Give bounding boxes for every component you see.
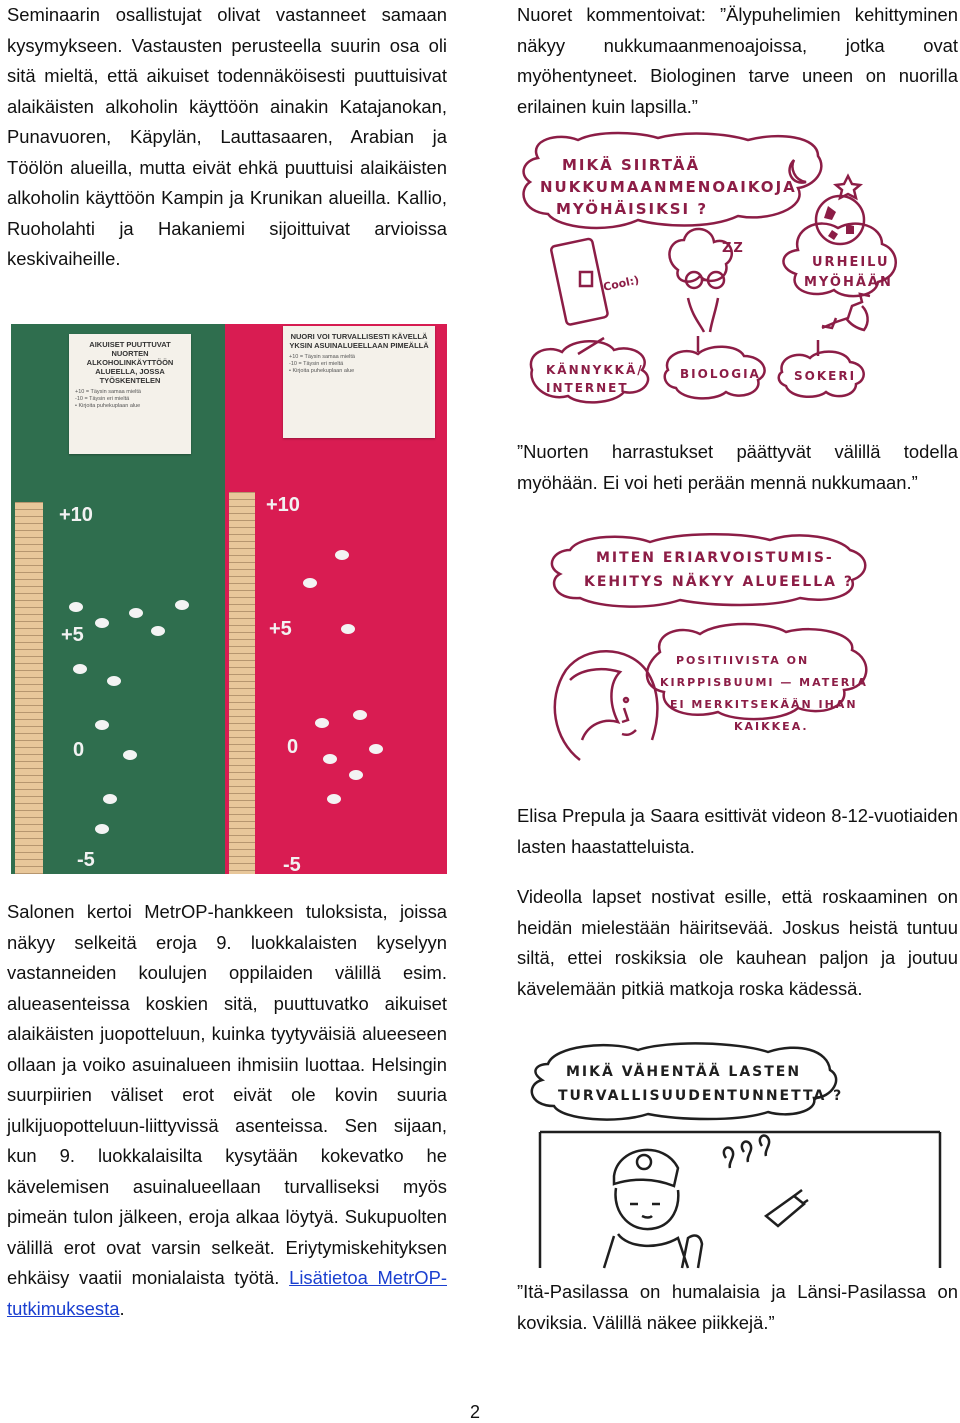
ruler-left xyxy=(15,502,43,874)
phone-text: Cool:) xyxy=(602,273,641,294)
safety-cartoon xyxy=(518,1040,958,1268)
poster-left-title: AIKUISET PUUTTUVAT NUORTEN ALKOHOLINKÄYTTÖÖN ALUEELLA, JOSSA TYÖSKENTELEN xyxy=(86,340,174,385)
mark-plus10-left: +10 xyxy=(59,504,93,526)
metrop-paragraph: Salonen kertoi MetrOP-hankkeen tuloksista, joissa näkyy selkeitä eroja 9. luokkalaisten kyselyyn vastanneiden koulujen oppilaiden välillä esim. alueasenteissa koskien sitä, puuttuvatko aikuiset alaikäisten juopotteluun, kuinka tyytyväisiä alueeseen ollaan ja voiko asuinalueen ihmisiin luottaa. Helsingin suurpiirien väliset erot eivät ole kovin suuria julkijuopotteluun-liittyvissä asenteissa. Sen sijaan, kun 9. luokkalaisilta kysytään kokevatko he kävelemisen asuinalueellaan turvalliseksi myös pimeän tulon jälkeen, eroja alkaa löytyä. Sukupuolten välillä erot ovat varsin selkeät. Eriytymiskehityksen ehkäisy vaatii monialaista työtä. Lisätietoa MetrOP-tutkimuksesta. xyxy=(7,901,447,1319)
mark-zero-right: 0 xyxy=(287,736,299,758)
inequality-cartoon xyxy=(540,530,958,780)
label-phone-1: KÄNNYKKÄ/ xyxy=(546,363,644,377)
quote-smartphones: Nuoret kommentoivat: ”Älypuhelimien kehittyminen näkyy nukkumaanmenoajoissa, jotka ovat myöhentyneet. Biologinen tarve uneen on nuorilla erilainen kuin lapsilla.” xyxy=(517,4,958,117)
poster-right: NUORI VOI TURVALLISESTI KÄVELLÄ YKSIN ASUINALUEELLAAN PIMEÄLLÄ +10 = Täysin samaa mieltä -10 = Täysin eri mieltä • Kirjoita puhekuplaan alue xyxy=(283,326,435,438)
thermometer-poster-photo xyxy=(11,324,447,874)
speech-line3: EI MERKITSEKÄÄN IHAN xyxy=(670,698,858,711)
speech-line1: POSITIIVISTA ON xyxy=(676,654,810,667)
speech-line4: KAIKKEA. xyxy=(734,720,809,733)
quote-pasila: ”Itä-Pasilassa on humalaisia ja Länsi-Pasilassa on koviksia. Välillä näkee piikkejä.” xyxy=(517,1281,958,1333)
poster-right-title: NUORI VOI TURVALLISESTI KÄVELLÄ YKSIN ASUINALUEELLAAN PIMEÄLLÄ xyxy=(289,332,429,350)
video-paragraph: Elisa Prepula ja Saara esittivät videon 8-12-vuotiaiden lasten haastatteluista. xyxy=(517,805,958,857)
littering-paragraph: Videolla lapset nostivat esille, että roskaaminen on heidän mielestään häiritsevää. Joskus heistä tuntuu siltä, ettei roskiksia ole kauhean paljon ja joutuu kävelemään pitkiä matkoja roska kädessä. xyxy=(517,886,958,999)
cartoon1-line1: MIKÄ SIIRTÄÄ xyxy=(562,156,701,174)
speech-line2: KIRPPISBUUMI — MATERIA xyxy=(660,676,868,689)
metrop-paragraph-text: Salonen kertoi MetrOP-hankkeen tuloksista, joissa näkyy selkeitä eroja 9. luokkalaisten kyselyyn vastanneiden koulujen oppilaiden välillä esim. alueasenteissa koskien sitä, puuttuvatko aikuiset alaikäisten juopotteluun, kuinka tyytyväisiä alueeseen ollaan ja voiko asuinalueen ihmisiin luottaa. Helsingin suurpiirien väliset erot eivät ole kovin suuria julkijuopotteluun-liittyvissä asenteissa. Sen sijaan, kun 9. luokkalaisilta kysytään kokevatko he kävelemisen asuinalueellaan turvalliseksi myös pimeän tulon jälkeen, eroja alkaa löytyä. Sukupuolten välillä erot ovat varsin selkeät. Eriytymiskehityksen ehkäisy vaatii monialaista työtä. xyxy=(7,901,447,1288)
label-phone-2: INTERNET xyxy=(546,381,629,395)
bedtime-cartoon xyxy=(518,130,958,412)
cartoon1-line2: NUKKUMAANMENOAIKOJA xyxy=(540,178,797,196)
mark-minus5-right: -5 xyxy=(283,854,301,874)
ruler-right xyxy=(229,492,255,874)
mark-minus5-left: -5 xyxy=(77,849,95,871)
label-sport-1: URHEILU xyxy=(812,255,890,270)
page-number: 2 xyxy=(470,1402,481,1422)
mark-plus10-right: +10 xyxy=(266,494,300,516)
cartoon2-line1: MITEN ERIARVOISTUMIS- xyxy=(596,550,834,566)
mark-zero-left: 0 xyxy=(73,739,85,761)
cartoon3-line2: TURVALLISUUDENTUNNETTA ? xyxy=(558,1088,844,1104)
cartoon2-line2: KEHITYS NÄKYY ALUEELLA ? xyxy=(584,574,854,590)
cartoon1-line3: MYÖHÄISIKSI ? xyxy=(556,200,709,218)
zz-text: ZZ xyxy=(722,241,745,256)
intro-paragraph: Seminaarin osallistujat olivat vastanneet samaan kysymykseen. Vastausten perusteella suurin osa oli sitä mieltä, että aikuiset todennäköisesti puuttuisivat alaikäisten alkoholin käyttöön ainakin Katajanokan, Punavuoren, Käpylän, Lauttasaaren, Arabian ja Töölön alueilla, mutta eivät ehkä puuttuisi alaikäisten alkoholin käyttöön Kampin ja Krunikan alueilla. Kallio, Ruoholahti ja Hakaniemi sijoittuivat arvioissa keskivaiheille. xyxy=(7,4,447,269)
label-sport-2: MYÖHÄÄN xyxy=(804,275,893,290)
quote-hobbies: ”Nuorten harrastukset päättyvät välillä todella myöhään. Ei voi heti perään mennä nukkumaan.” xyxy=(517,441,958,493)
label-sugar: SOKERI xyxy=(794,369,857,383)
poster-left: AIKUISET PUUTTUVAT NUORTEN ALKOHOLINKÄYTTÖÖN ALUEELLA, JOSSA TYÖSKENTELEN +10 = Täysin samaa mieltä -10 = Täysin eri mieltä • Kirjoita puhekuplaan alue xyxy=(69,334,191,454)
mark-plus5-right: +5 xyxy=(269,618,292,640)
label-biology: BIOLOGIA xyxy=(680,367,761,381)
metrop-link[interactable]: Lisätietoa MetrOP-tutkimuksesta xyxy=(7,1267,447,1319)
cartoon3-line1: MIKÄ VÄHENTÄÄ LASTEN xyxy=(566,1064,802,1080)
mark-plus5-left: +5 xyxy=(61,624,84,646)
